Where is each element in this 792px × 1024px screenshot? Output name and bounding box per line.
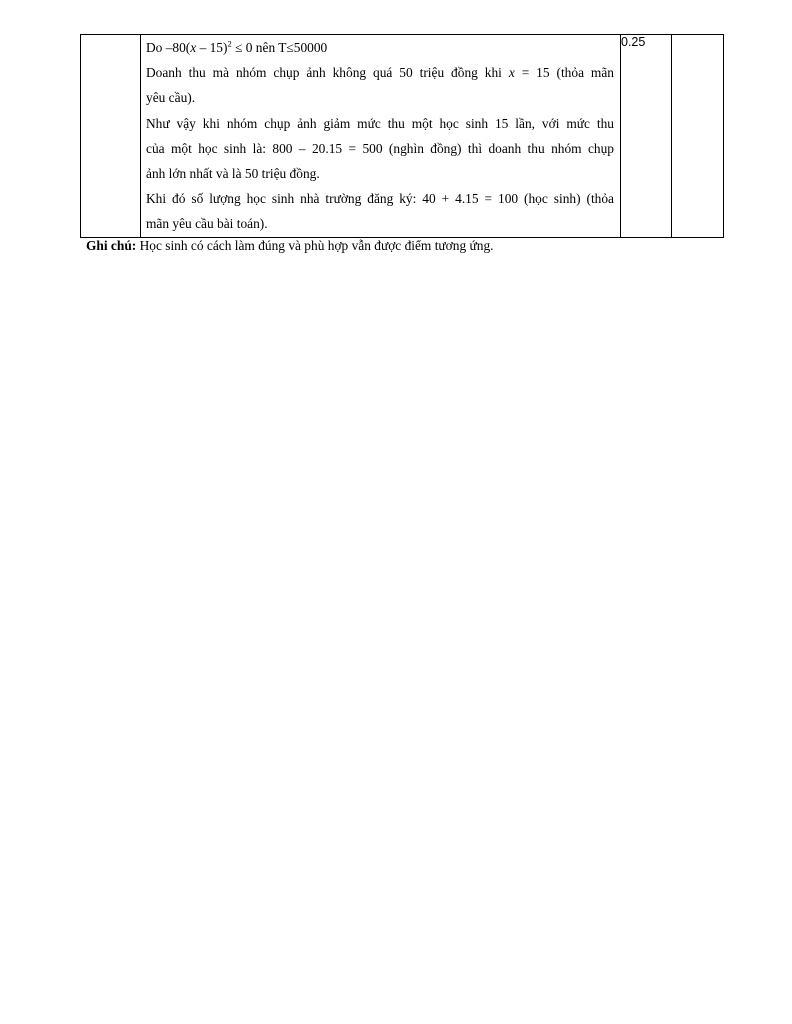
solution-line-7: Khi đó số lượng học sinh nhà trường đăng ký: 40 + 4.15 = 100 (học sinh) (thỏa (146, 191, 614, 207)
solution-line-3: yêu cầu). (146, 90, 196, 106)
solution-line-6: ảnh lớn nhất và là 50 triệu đồng. (146, 166, 320, 182)
solution-line-8: mãn yêu cầu bài toán). (146, 216, 268, 232)
note-text: Học sinh có cách làm đúng và phù hợp vẫn được điểm tương ứng. (136, 238, 494, 253)
solution-line-1: Do –80(x – 15)$^2$ ≤ 0 nên T≤50000 (146, 38, 328, 55)
grading-table (80, 34, 724, 238)
note-label: Ghi chú: (86, 238, 137, 253)
score-cell: 0.25 (621, 35, 672, 238)
solution-cell (141, 35, 621, 238)
solution-line-5: của một học sinh là: 800 – 20.15 = 500 (nghìn đồng) thì doanh thu nhóm chụp (146, 140, 614, 156)
question-cell (81, 35, 141, 238)
table-row (81, 35, 724, 238)
solution-line-2: Doanh thu mà nhóm chụp ảnh không quá 50 triệu đồng khi x = 15 (thỏa mãn (146, 65, 614, 81)
extra-cell (672, 35, 724, 238)
note (86, 236, 494, 256)
solution-line-4: Như vậy khi nhóm chụp ảnh giảm mức thu một học sinh 15 lần, với mức thu (146, 115, 614, 131)
solution-text (141, 35, 620, 237)
